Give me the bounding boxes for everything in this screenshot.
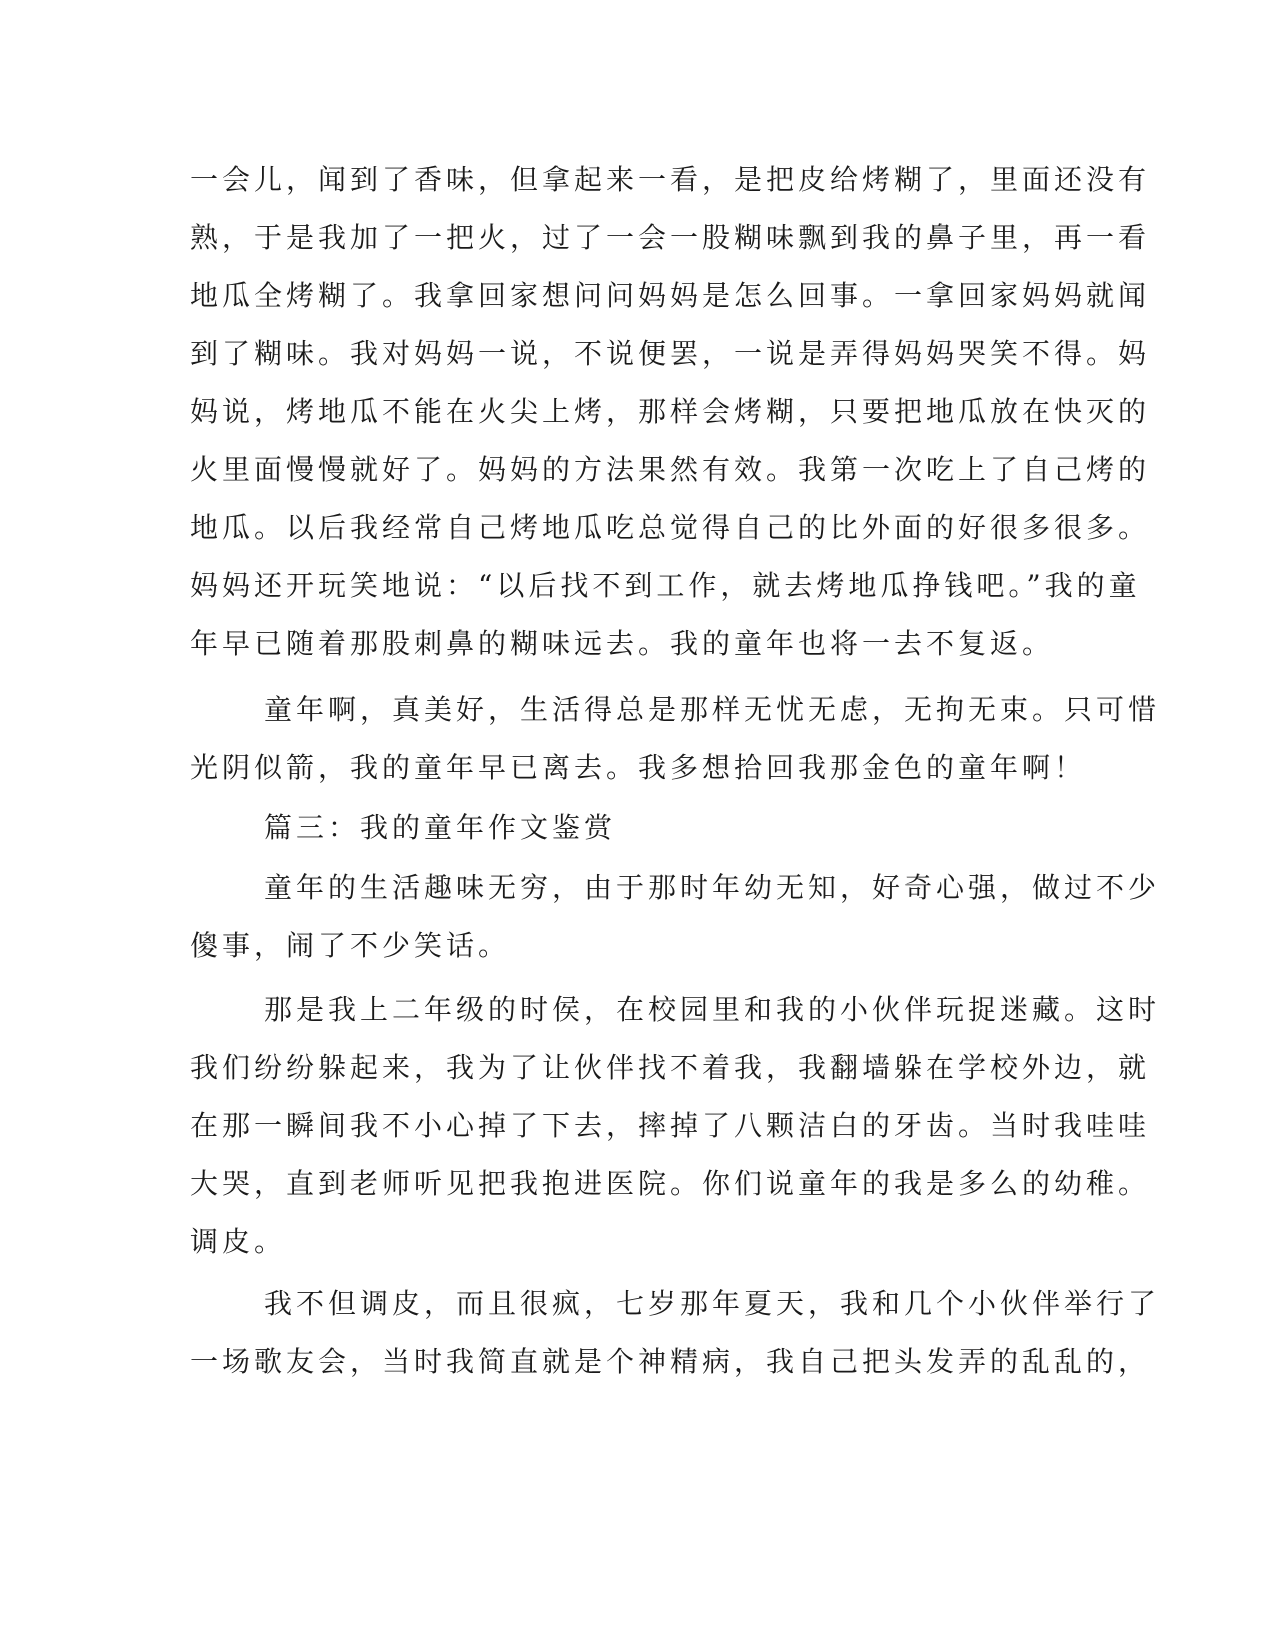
text-line: 到了糊味。我对妈妈一说，不说便罢，一说是弄得妈妈哭笑不得。妈 (190, 337, 1151, 370)
text-line: 地瓜。以后我经常自己烤地瓜吃总觉得自己的比外面的好很多很多。 (190, 511, 1151, 544)
section-heading: 篇三：我的童年作文鉴赏 (264, 811, 617, 844)
text-line: 童年啊，真美好，生活得总是那样无忧无虑，无拘无束。只可惜 (264, 693, 1161, 726)
text-line: 我不但调皮，而且很疯，七岁那年夏天，我和几个小伙伴举行了 (264, 1287, 1161, 1320)
text-line: 那是我上二年级的时侯，在校园里和我的小伙伴玩捉迷藏。这时 (264, 993, 1161, 1026)
text-line: 年早已随着那股刺鼻的糊味远去。我的童年也将一去不复返。 (190, 627, 1055, 660)
text-line: 傻事，闹了不少笑话。 (190, 929, 511, 962)
text-line: 地瓜全烤糊了。我拿回家想问问妈妈是怎么回事。一拿回家妈妈就闻 (190, 279, 1151, 312)
text-line: 在那一瞬间我不小心掉了下去，摔掉了八颗洁白的牙齿。当时我哇哇 (190, 1109, 1151, 1142)
text-line: 大哭，直到老师听见把我抱进医院。你们说童年的我是多么的幼稚。 (190, 1167, 1151, 1200)
text-line: 火里面慢慢就好了。妈妈的方法果然有效。我第一次吃上了自己烤的 (190, 453, 1151, 486)
text-line: 童年的生活趣味无穷，由于那时年幼无知，好奇心强，做过不少 (264, 871, 1161, 904)
text-line: 熟，于是我加了一把火，过了一会一股糊味飘到我的鼻子里，再一看 (190, 221, 1151, 254)
text-line: 一场歌友会，当时我简直就是个神精病，我自己把头发弄的乱乱的， (190, 1345, 1151, 1378)
text-line: 光阴似箭，我的童年早已离去。我多想拾回我那金色的童年啊！ (190, 751, 1087, 784)
text-line: 我们纷纷躲起来，我为了让伙伴找不着我，我翻墙躲在学校外边，就 (190, 1051, 1151, 1084)
text-line: 妈说，烤地瓜不能在火尖上烤，那样会烤糊，只要把地瓜放在快灭的 (190, 395, 1151, 428)
text-line: 一会儿，闻到了香味，但拿起来一看，是把皮给烤糊了，里面还没有 (190, 163, 1151, 196)
text-line: 妈妈还开玩笑地说：“以后找不到工作，就去烤地瓜挣钱吧。”我的童 (190, 569, 1141, 602)
text-line: 调皮。 (190, 1225, 287, 1258)
